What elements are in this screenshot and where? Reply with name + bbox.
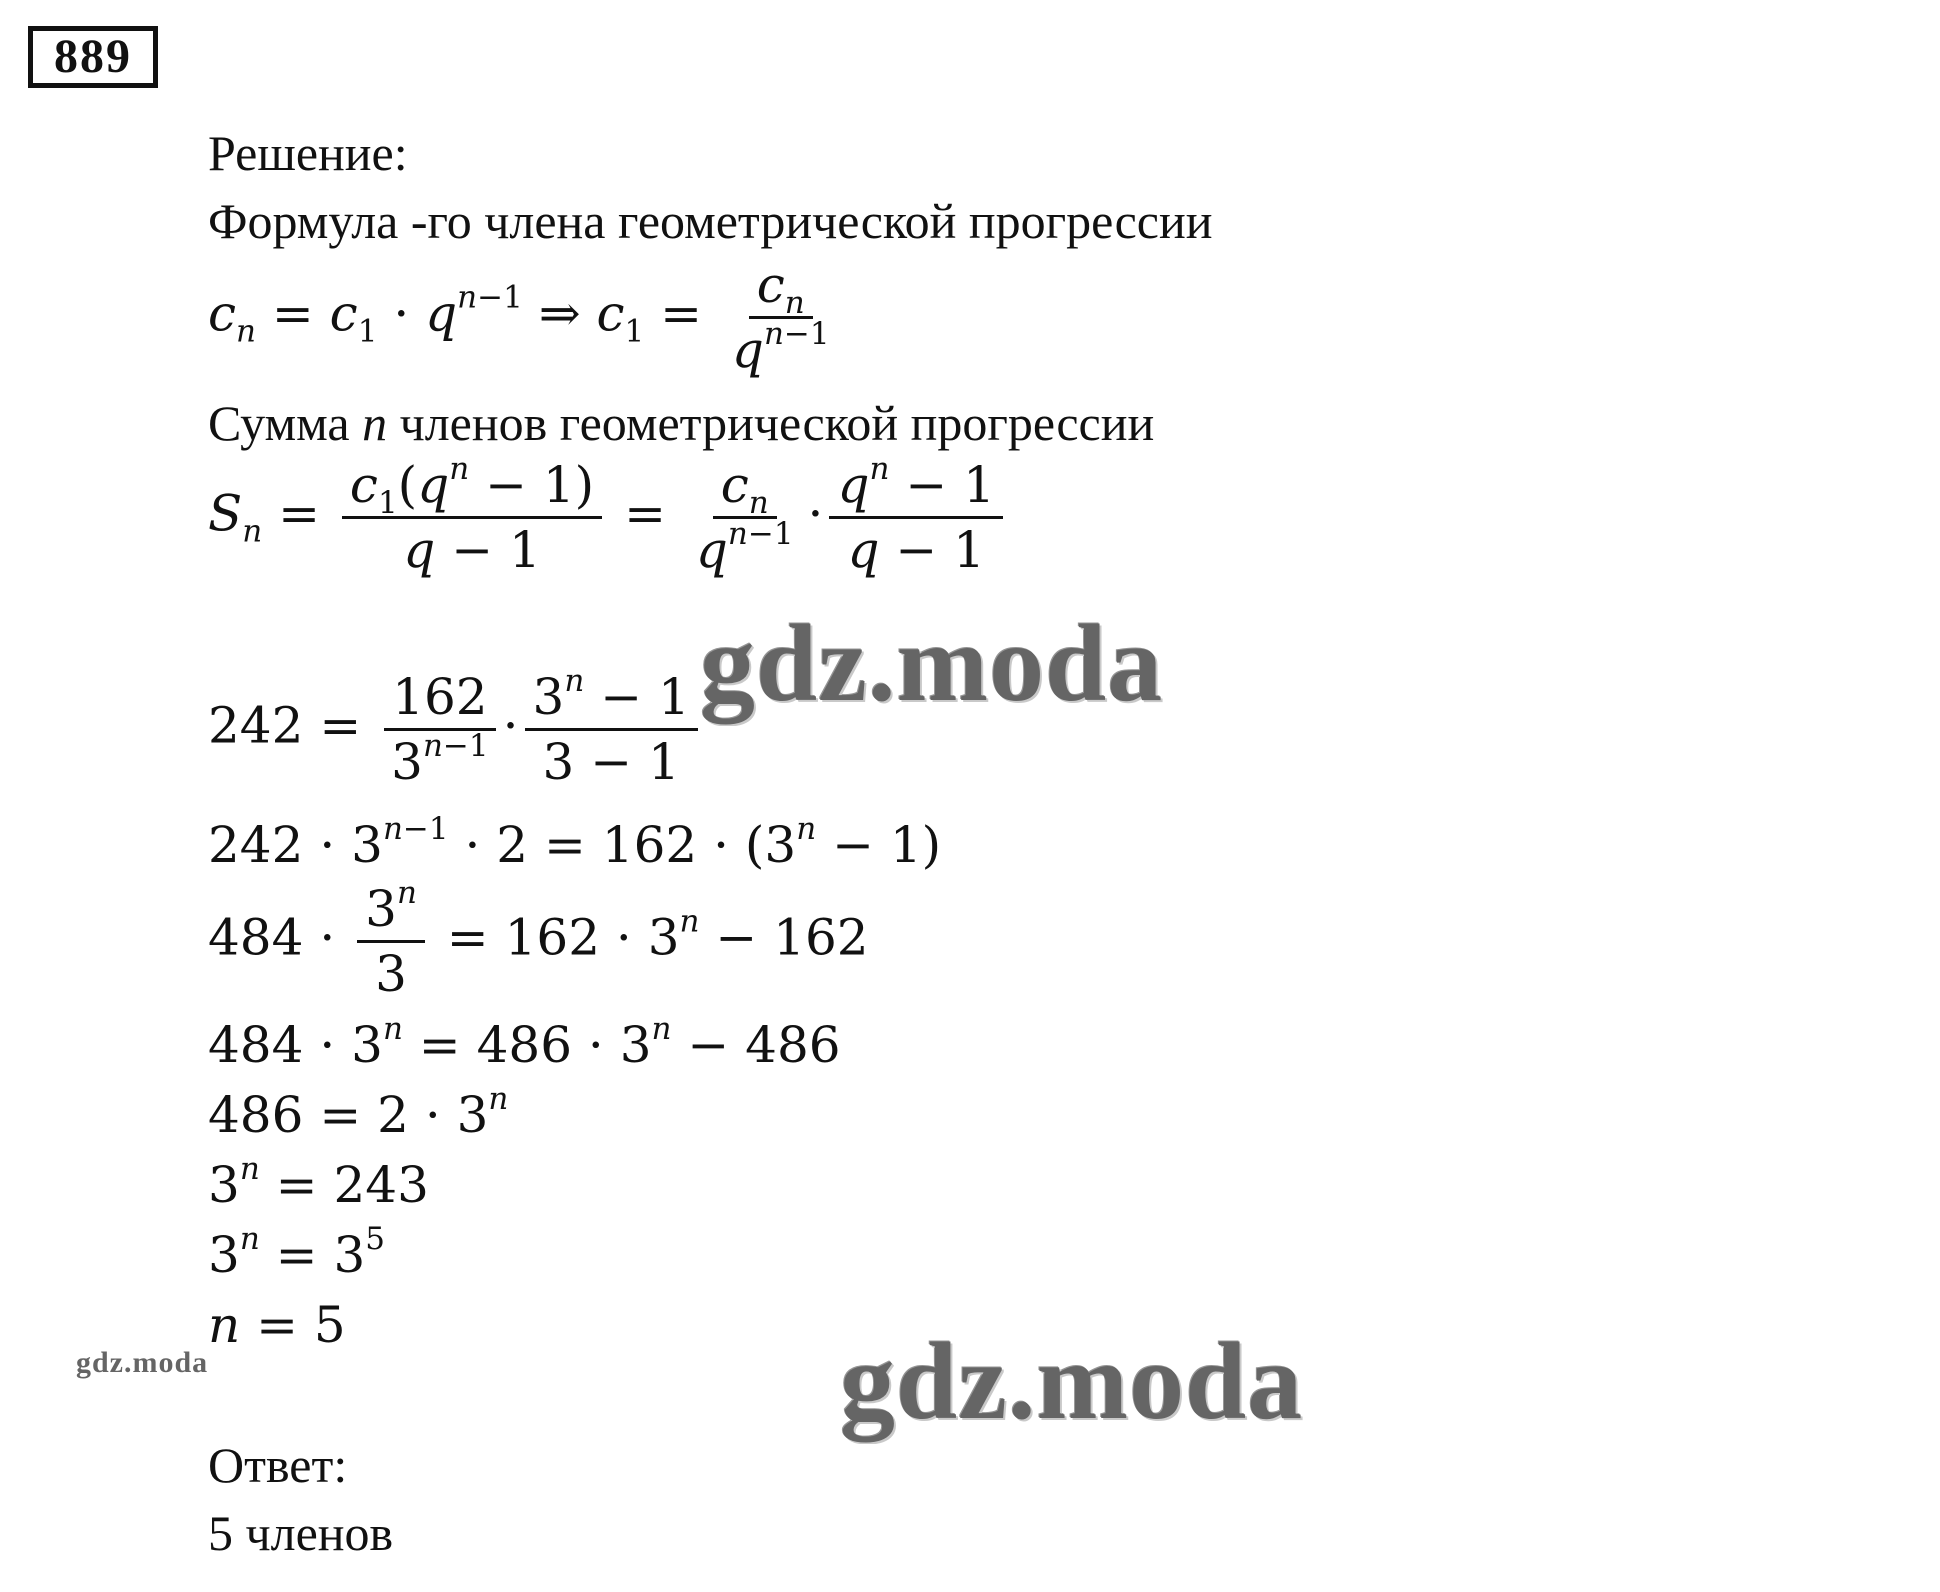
equation-2: $242 \cdot 3^{n-1} \cdot 2 = 162 \cdot (3^n - 1)$ [208,810,942,874]
solution-heading: Решение: [208,125,408,181]
sum-formula: $S_n$ = $\frac{c_1(q^n - 1)}{q - 1}$ = $\frac{c_n}{q^{n-1}}$ · $\frac{q^n - 1}{q - 1}$ [208,460,1009,575]
sum-caption-pre: Сумма [208,395,350,451]
answer-value: 5 членов [208,1505,394,1561]
equation-1: 242 = $\frac{162}{3^{n-1}}$ · $\frac{3^n - 1}{3 - 1}$ [208,672,704,787]
watermark-large-bottom: gdz.moda [840,1320,1304,1442]
equation-8: n = 5 [208,1296,346,1354]
nth-term-formula-caption: Формула -го члена геометрической прогрессии [208,193,1213,249]
nth-term-formula: $c_n = c_1 \cdot q^{n-1}$ ⇒ $c_1$ = $\frac{c_n}{q^{n-1}}$ [208,256,830,379]
equation-6: $3^n = 243$ [208,1150,429,1214]
equation-7: $3^n = 3^5$ [208,1220,386,1284]
problem-number: 889 [28,26,158,88]
equation-4: $484 \cdot 3^n = 486 \cdot 3^n - 486$ [208,1010,841,1074]
sum-caption-post: членов геометрической прогрессии [399,395,1155,451]
equation-5: $486 = 2 \cdot 3^n$ [208,1080,509,1144]
watermark-large-top: gdz.moda [700,602,1164,724]
answer-label: Ответ: [208,1437,348,1493]
watermark-small: gdz.moda [76,1346,209,1379]
sum-caption-var: n [362,395,388,451]
sum-formula-caption [208,395,1155,451]
equation-3: 484 · $\frac{3^n}{3}$ = $162 \cdot 3^n - 162$ [208,874,869,1003]
